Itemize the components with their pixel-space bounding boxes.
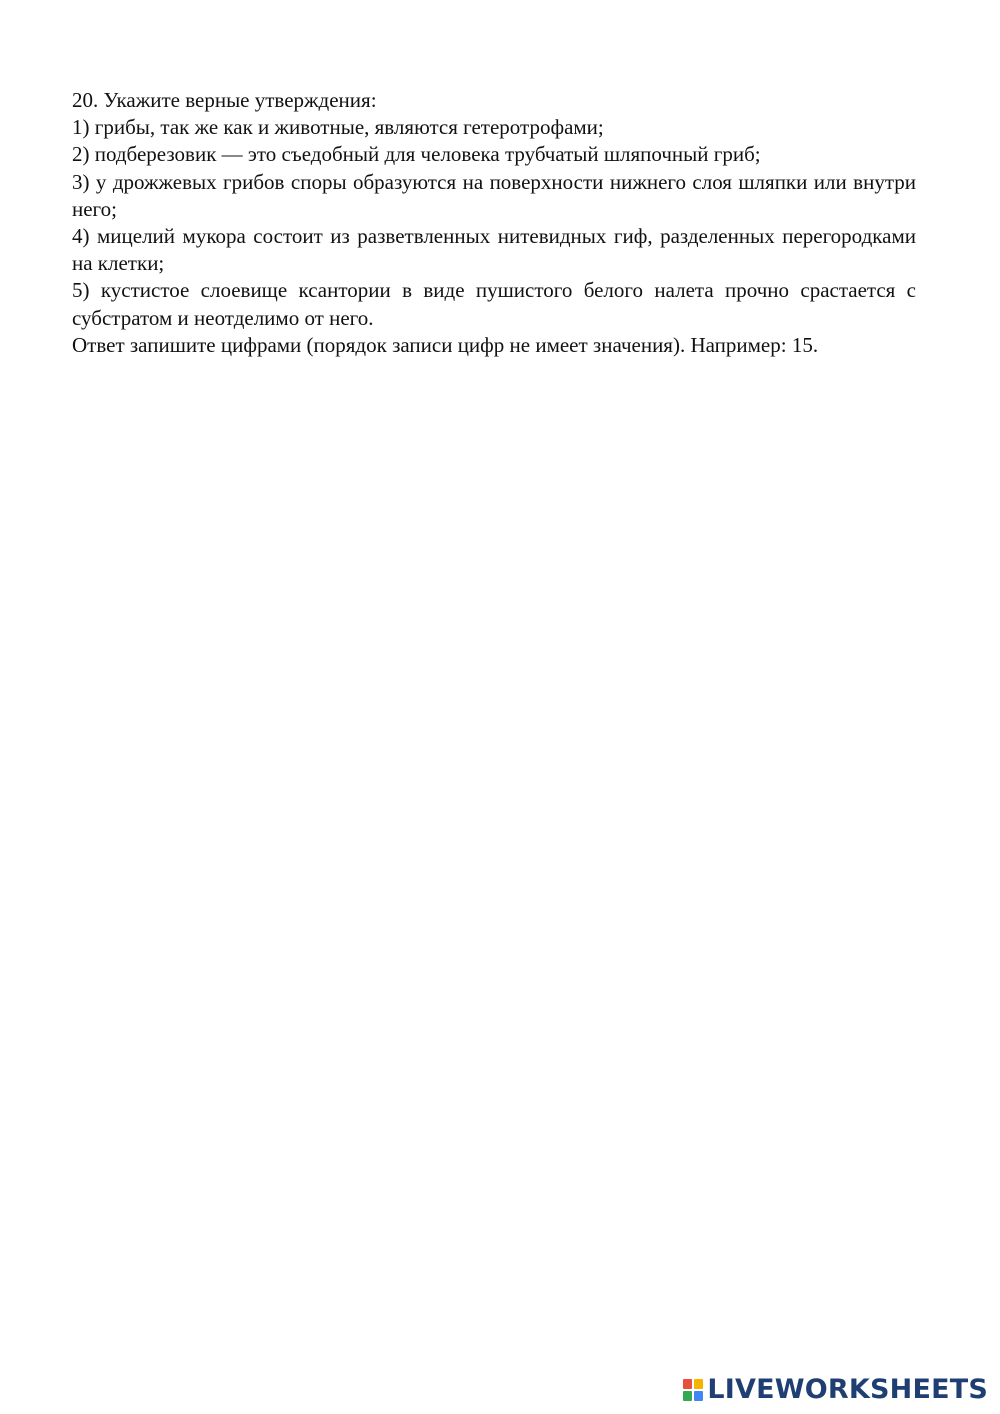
- logo-square-4: [694, 1391, 703, 1401]
- liveworksheets-logo: [683, 1375, 988, 1405]
- statement-2: 2) подберезовик — это съедобный для человека трубчатый шляпочный гриб;: [72, 142, 761, 167]
- liveworksheets-logo-icon: [683, 1379, 703, 1401]
- statement-3: 3) у дрожжевых грибов споры образуются на поверхности нижнего слоя шляпки или внутри него;: [72, 169, 916, 221]
- question-block: [72, 87, 916, 359]
- logo-text: LIVEWORKSHEETS: [707, 1374, 988, 1405]
- statement-5: 5) кустистое слоевище ксантории в виде пушистого белого налета прочно срастается с субстратом и неотделимо от него.: [72, 278, 916, 330]
- logo-square-1: [683, 1379, 692, 1389]
- statement-1: 1) грибы, так же как и животные, являются гетеротрофами;: [72, 115, 604, 140]
- question-title: 20. Укажите верные утверждения:: [72, 88, 377, 112]
- logo-square-2: [694, 1379, 703, 1389]
- statement-4: 4) мицелий мукора состоит из разветвленных нитевидных гиф, разделенных перегородками на клетки;: [72, 224, 916, 276]
- answer-instruction: Ответ запишите цифрами (порядок записи цифр не имеет значения). Например: 15.: [72, 332, 819, 357]
- logo-square-3: [683, 1391, 692, 1401]
